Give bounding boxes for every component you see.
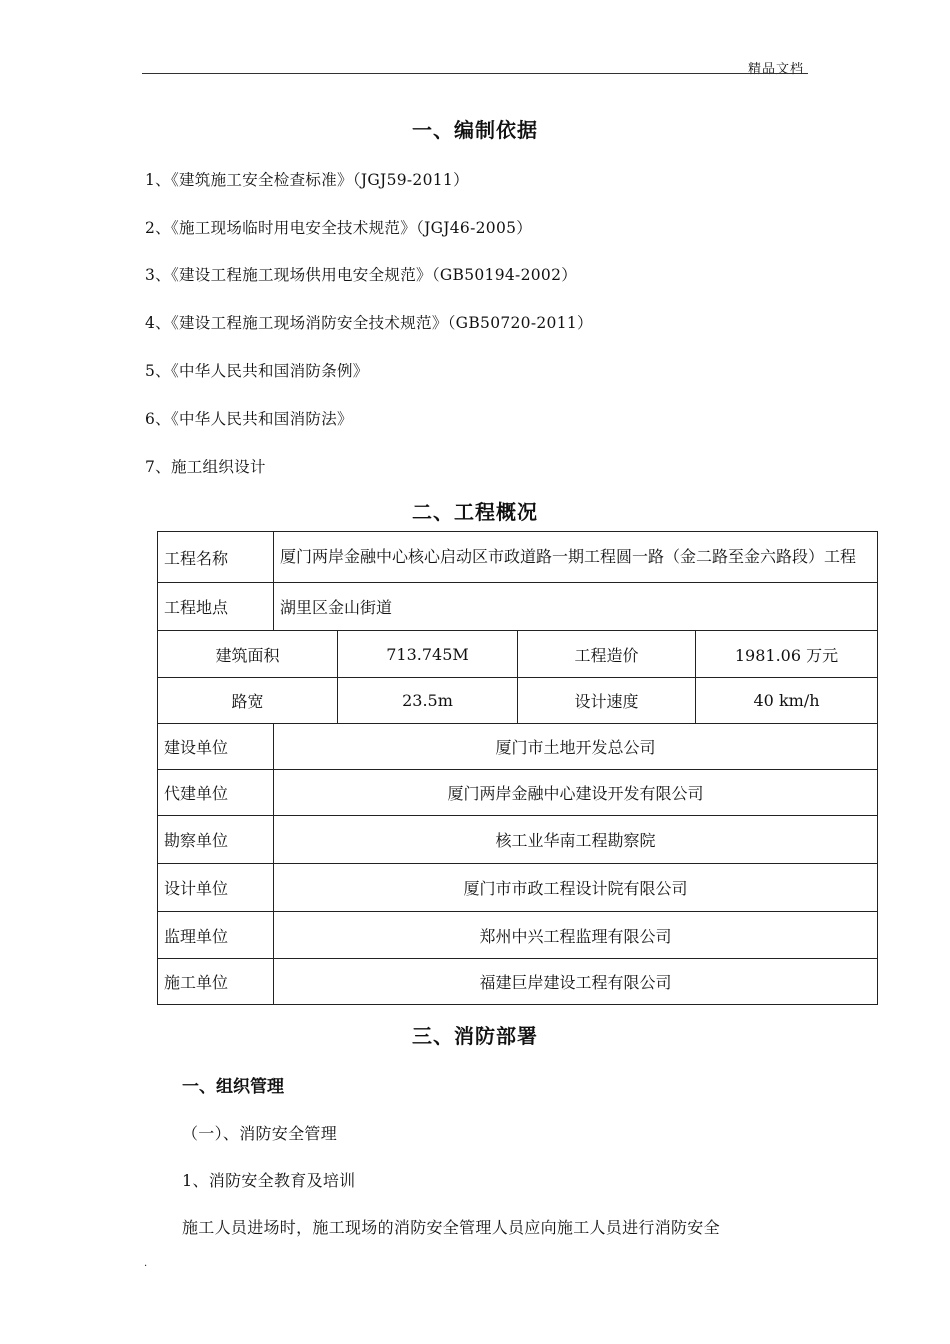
reference-item: 3、《建设工程施工现场供用电安全规范》（GB50194-2002） bbox=[145, 266, 578, 284]
section3-subsection-heading: （一）、消防安全管理 bbox=[182, 1124, 338, 1143]
location-value: 湖里区金山街道 bbox=[274, 583, 878, 631]
cost-label: 工程造价 bbox=[518, 631, 696, 678]
project-name-label: 工程名称 bbox=[158, 532, 274, 583]
area-label: 建筑面积 bbox=[158, 631, 338, 678]
section3-paragraph: 施工人员进场时，施工现场的消防安全管理人员应向施工人员进行消防安全 bbox=[182, 1218, 720, 1237]
table-row bbox=[158, 770, 878, 816]
table-row bbox=[158, 631, 878, 678]
table-row bbox=[158, 678, 878, 724]
road-width-value: 23.5m bbox=[338, 678, 518, 724]
header-label: 精品文档 bbox=[748, 62, 805, 77]
unit-label: 建设单位 bbox=[158, 724, 274, 770]
table-row bbox=[158, 583, 878, 631]
section3-title: 三、消防部署 bbox=[412, 1024, 538, 1048]
reference-item: 2、《施工现场临时用电安全技术规范》（JGJ46-2005） bbox=[145, 219, 533, 237]
unit-label: 设计单位 bbox=[158, 864, 274, 912]
project-name-value: 厦门两岸金融中心核心启动区市政道路一期工程圆一路（金二路至金六路段）工程 bbox=[274, 532, 878, 583]
table-row bbox=[158, 864, 878, 912]
reference-item: 5、《中华人民共和国消防条例》 bbox=[145, 362, 369, 380]
design-speed-label: 设计速度 bbox=[518, 678, 696, 724]
reference-item: 6、《中华人民共和国消防法》 bbox=[145, 410, 353, 428]
unit-label: 勘察单位 bbox=[158, 816, 274, 864]
section3-sub-heading: 一、组织管理 bbox=[182, 1077, 284, 1097]
table-row bbox=[158, 816, 878, 864]
unit-value: 厦门市市政工程设计院有限公司 bbox=[274, 864, 878, 912]
section2-title: 二、工程概况 bbox=[412, 500, 538, 524]
area-value: 713.745M bbox=[338, 631, 518, 678]
unit-label: 监理单位 bbox=[158, 912, 274, 959]
footer-mark: . bbox=[144, 1258, 148, 1269]
reference-item: 7、施工组织设计 bbox=[145, 458, 266, 476]
unit-label: 施工单位 bbox=[158, 959, 274, 1005]
design-speed-value: 40 km/h bbox=[696, 678, 878, 724]
table-row bbox=[158, 959, 878, 1005]
unit-label: 代建单位 bbox=[158, 770, 274, 816]
reference-item: 4、《建设工程施工现场消防安全技术规范》（GB50720-2011） bbox=[145, 314, 593, 332]
location-label: 工程地点 bbox=[158, 583, 274, 631]
road-width-label: 路宽 bbox=[158, 678, 338, 724]
unit-value: 厦门市土地开发总公司 bbox=[274, 724, 878, 770]
table-row bbox=[158, 912, 878, 959]
reference-item: 1、《建筑施工安全检查标准》（JGJ59-2011） bbox=[145, 171, 469, 189]
unit-value: 核工业华南工程勘察院 bbox=[274, 816, 878, 864]
unit-value: 厦门两岸金融中心建设开发有限公司 bbox=[274, 770, 878, 816]
section1-title: 一、编制依据 bbox=[412, 118, 538, 142]
unit-value: 郑州中兴工程监理有限公司 bbox=[274, 912, 878, 959]
project-overview-table bbox=[157, 531, 878, 1005]
unit-value: 福建巨岸建设工程有限公司 bbox=[274, 959, 878, 1005]
header-rule bbox=[142, 73, 808, 74]
section3-item-heading: 1、消防安全教育及培训 bbox=[182, 1171, 356, 1190]
table-row bbox=[158, 532, 878, 583]
table-row bbox=[158, 724, 878, 770]
cost-value: 1981.06 万元 bbox=[696, 631, 878, 678]
